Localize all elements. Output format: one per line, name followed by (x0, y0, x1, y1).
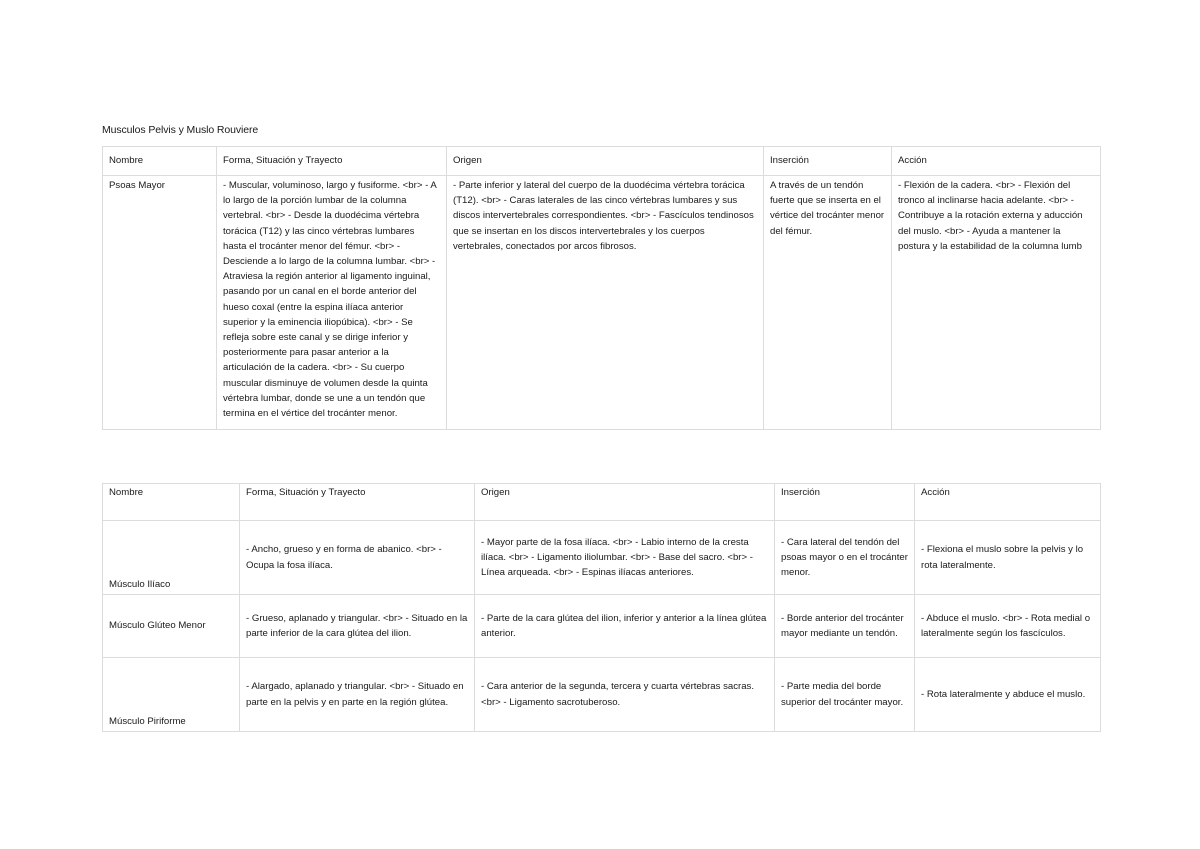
table-row (103, 176, 1101, 430)
cell-forma: - Muscular, voluminoso, largo y fusiforme. <br> - A lo largo de la porción lumbar de la columna vertebral. <br> - Desde la duodécima vértebra torácica (T12) y las cinco vértebras lumbares hasta el trocánter menor del fémur. <br> - Desciende a lo largo de la columna lumbar. <br> - Atraviesa la región anterior al ligamento inguinal, pasando por un canal en el borde anterior del hueso coxal (entre la espina ilíaca anterior superior y la eminencia iliopúbica). <br> - Se refleja sobre este canal y se dirige inferior y posteriormente para pasar anterior a la articulación de la cadera. <br> - Su cuerpo muscular disminuye de volumen desde la quinta vértebra lumbar, donde se une a un tendón que termina en el vértice del trocánter menor. (217, 176, 447, 430)
cell-forma: - Alargado, aplanado y triangular. <br> - Situado en parte en la pelvis y en parte en la región glútea. (240, 658, 475, 732)
table-header-row (103, 147, 1101, 176)
header-insercion: Inserción (775, 484, 915, 521)
header-forma: Forma, Situación y Trayecto (240, 484, 475, 521)
muscles-table (102, 483, 1101, 732)
table-header-row (103, 484, 1101, 521)
cell-insercion: - Parte media del borde superior del trocánter mayor. (775, 658, 915, 732)
cell-forma: - Ancho, grueso y en forma de abanico. <br> - Ocupa la fosa ilíaca. (240, 521, 475, 595)
header-nombre: Nombre (103, 147, 217, 176)
document-title: Musculos Pelvis y Muslo Rouviere (102, 124, 259, 136)
cell-insercion: - Borde anterior del trocánter mayor mediante un tendón. (775, 595, 915, 658)
cell-origen: - Parte de la cara glútea del ilion, inferior y anterior a la línea glútea anterior. (475, 595, 775, 658)
cell-nombre: Músculo Ilíaco (103, 521, 240, 595)
header-forma: Forma, Situación y Trayecto (217, 147, 447, 176)
table-row (103, 595, 1101, 658)
header-origen: Origen (475, 484, 775, 521)
table-row (103, 658, 1101, 732)
cell-origen: - Mayor parte de la fosa ilíaca. <br> - Labio interno de la cresta ilíaca. <br> - Ligamento iliolumbar. <br> - Base del sacro. <br> - Línea arqueada. <br> - Espinas ilíacas anteriores. (475, 521, 775, 595)
cell-nombre: Psoas Mayor (103, 176, 217, 430)
cell-accion: - Abduce el muslo. <br> - Rota medial o lateralmente según los fascículos. (915, 595, 1101, 658)
cell-accion: - Flexiona el muslo sobre la pelvis y lo rota lateralmente. (915, 521, 1101, 595)
cell-accion: - Rota lateralmente y abduce el muslo. (915, 658, 1101, 732)
psoas-table (102, 146, 1101, 430)
header-nombre: Nombre (103, 484, 240, 521)
header-origen: Origen (447, 147, 764, 176)
table-row (103, 521, 1101, 595)
header-accion: Acción (892, 147, 1101, 176)
cell-insercion: - Cara lateral del tendón del psoas mayor o en el trocánter menor. (775, 521, 915, 595)
header-accion: Acción (915, 484, 1101, 521)
header-insercion: Inserción (764, 147, 892, 176)
cell-origen: - Cara anterior de la segunda, tercera y cuarta vértebras sacras. <br> - Ligamento sacrotuberoso. (475, 658, 775, 732)
cell-origen: - Parte inferior y lateral del cuerpo de la duodécima vértebra torácica (T12). <br> - Caras laterales de las cinco vértebras lumbares y sus discos intervertebrales correspondientes. <br> - Fascículos tendinosos que se insertan en los discos intervertebrales y los cuerpos vertebrales, conectados por arcos fibrosos. (447, 176, 764, 430)
cell-forma: - Grueso, aplanado y triangular. <br> - Situado en la parte inferior de la cara glútea del ilion. (240, 595, 475, 658)
cell-insercion: A través de un tendón fuerte que se inserta en el vértice del trocánter menor del fémur. (764, 176, 892, 430)
cell-accion: - Flexión de la cadera. <br> - Flexión del tronco al inclinarse hacia adelante. <br> - Contribuye a la rotación externa y aducción del muslo. <br> - Ayuda a mantener la postura y la estabilidad de la columna lumb (892, 176, 1101, 430)
cell-nombre: Músculo Glúteo Menor (103, 595, 240, 658)
cell-nombre: Músculo Piriforme (103, 658, 240, 732)
